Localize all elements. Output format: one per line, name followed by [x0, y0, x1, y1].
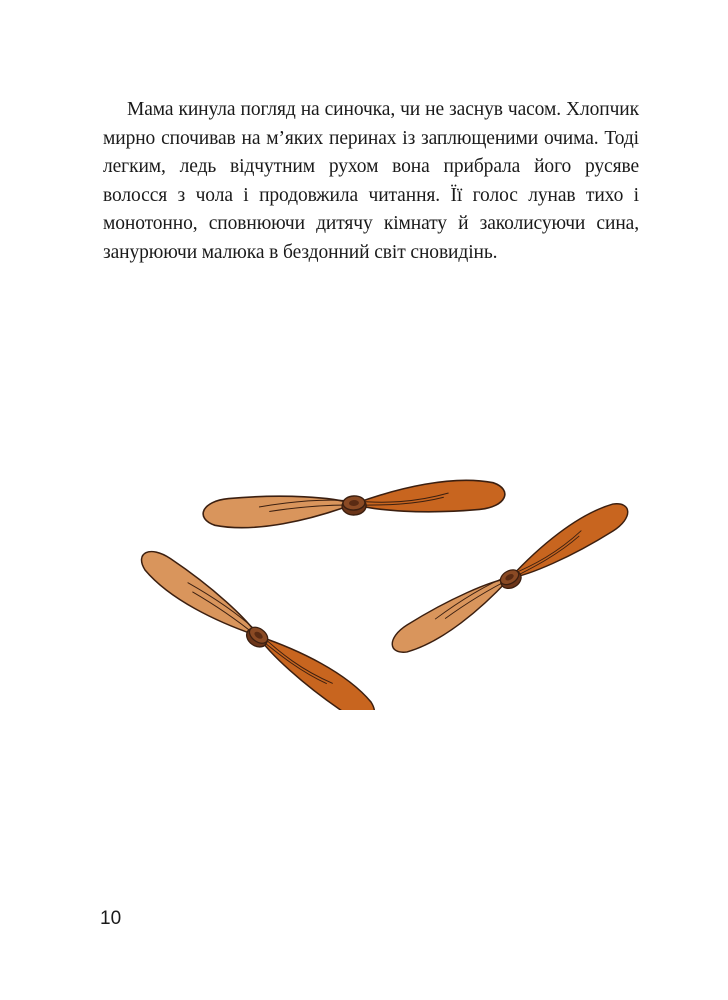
propeller-icon — [134, 540, 381, 710]
body-paragraph: Мама кинула погляд на синочка, чи не заснув часом. Хлопчик мирно спочивав на м’яких перинах із заплющеними очима. Тоді легким, ледь відчутним рухом вона прибрала його русяве волосся з чола і продовжила читання. Її голос лунав тихо і монотонно, сповнюючи дитячу кімнату й заколисуючи сина, занурюючи малюка в бездонний світ сновидінь. — [103, 99, 639, 263]
page-number: 10 — [100, 908, 122, 929]
propellers-illustration — [120, 470, 640, 710]
propeller-icon — [384, 496, 636, 660]
text-block — [103, 96, 639, 268]
propeller-icon — [202, 478, 506, 530]
